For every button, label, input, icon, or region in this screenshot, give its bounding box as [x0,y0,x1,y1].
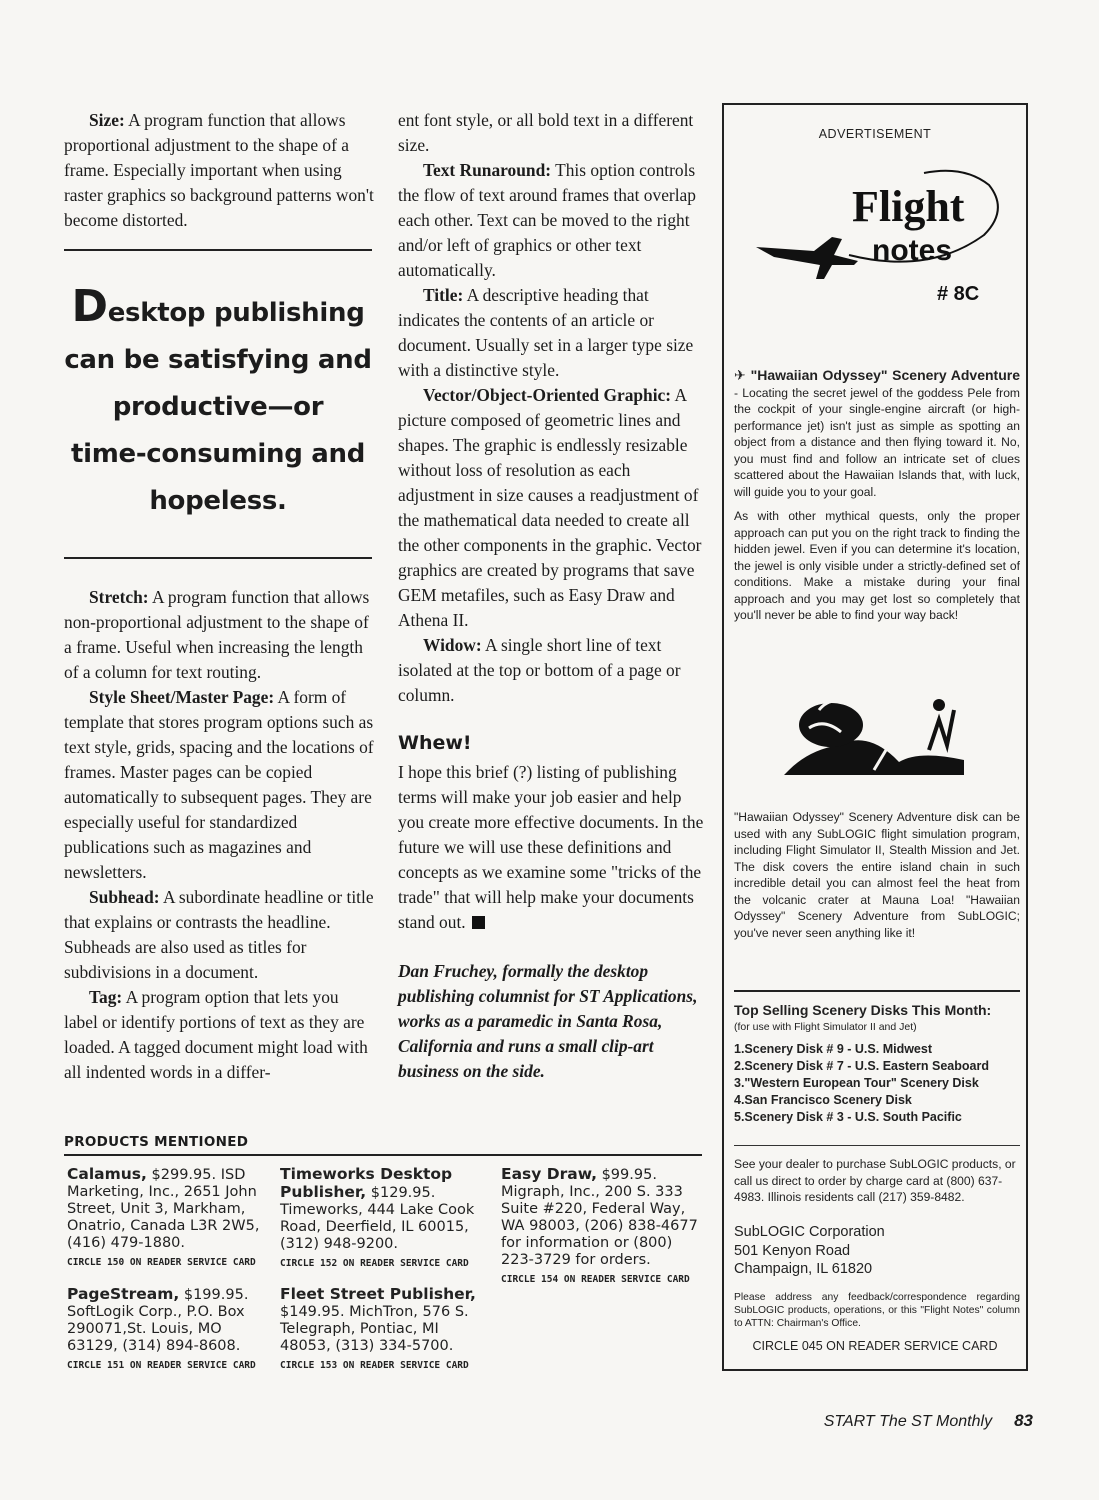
glossary-term: Subhead: [89,887,160,907]
island-illustration [779,690,969,780]
reader-service-circle: CIRCLE 151 ON READER SERVICE CARD [67,1360,256,1371]
ad-intro-text: - Locating the secret jewel of the goddess Pele from the cockpit of your single-engine aircraft (or high-performance jet) isn't just as simple as spotting an object from a distance and then flying toward it. No, you must find and follow an intricate set of clues scattered about the Hawaiian Islands that, with luck, will guide you to your goal. [734,385,1020,499]
top-selling-list [734,990,1020,1126]
glossary-entry-size [64,108,374,233]
glossary-term: Title: [423,285,464,305]
pull-quote-line: productive—or [112,392,324,422]
glossary-entry-widow [398,633,708,708]
end-mark-icon [472,916,485,929]
jet-icon [756,237,858,279]
glossary-definition: A program function that allows non-proportional adjustment to the shape of a frame. Useful when increasing the length of a column for text routing. [64,587,370,682]
glossary-term: Text Runaround: [423,160,552,180]
product-details: $199.95. SoftLogik Corp., P.O. Box 290071,St. Louis, MO 63129, (314) 894-8608. [67,1287,249,1354]
author-bio: Dan Fruchey, formally the desktop publishing columnist for ST Applications, works as a paramedic in Santa Rosa, California and runs a small clip-art business on the side. [398,961,698,1081]
ad-intro-paragraph [734,367,1020,500]
logo-word-notes: notes [872,234,953,267]
top-selling-item: 2.Scenery Disk # 7 - U.S. Eastern Seaboard [734,1059,989,1073]
ad-description: "Hawaiian Odyssey" Scenery Adventure disk can be used with any SubLOGIC flight simulation program, including Flight Simulator II, Stealth Mission and Jet. The disk covers the entire island chain in such incredible detail you can almost feel the heat from the volcanic crater at Mauna Loa! "Hawaiian Odyssey" Scenery Adventure from SubLOGIC; you've never seen anything like it! [734,810,1020,940]
product-pagestream [67,1286,272,1374]
pull-quote-line: esktop publishing [107,298,365,328]
product-details: $129.95. Timeworks, 444 Lake Cook Road, Deerfield, IL 60015, (312) 948-9200. [280,1185,475,1252]
product-calamus [67,1166,272,1271]
drop-letter: D [71,281,108,332]
glossary-definition: A form of template that stores program options such as text style, grids, spacing and the locations of frames. Master pages can be copied automatically to subsequent pages. They are especially useful for standardized publications such as magazines and newsletters. [64,687,374,882]
feedback-note: Please address any feedback/correspondence regarding SubLOGIC products, operations, or this "Flight Notes" column to ATTN: Chairman's Office. [734,1292,1020,1329]
product-easy-draw [501,1166,706,1288]
top-selling-subtitle: (for use with Flight Simulator II and Jet) [734,1021,917,1033]
products-mentioned [64,1134,702,1371]
glossary-term: Widow: [423,635,482,655]
product-name: Easy Draw, [501,1165,597,1183]
glossary-term: Tag: [89,987,123,1007]
magazine-name: START The ST Monthly [823,1413,993,1430]
company-street: 501 Kenyon Road [734,1242,851,1259]
ad-intro-title: "Hawaiian Odyssey" Scenery Adventure [750,367,1020,383]
page-footer [824,1411,1033,1431]
top-selling-title: Top Selling Scenery Disks This Month: [734,1002,992,1018]
product-details: $99.95. Migraph, Inc., 200 S. 333 Suite #220, Federal Way, WA 98003, (206) 838-4677 for information or (800) 223-3729 for orders. [501,1167,698,1268]
glossary-term: Stretch: [89,587,149,607]
reader-service-circle: CIRCLE 154 ON READER SERVICE CARD [501,1274,690,1285]
glossary-term: Style Sheet/Master Page: [89,687,275,707]
glossary-definition: A subordinate headline or title that explains or contrasts the headline. Subheads are also used as titles for subdivisions in a document. [64,887,374,982]
glossary-entry-style-sheet [64,685,374,885]
product-name: Calamus, [67,1165,147,1183]
ad-intro [734,367,1020,632]
products-title: PRODUCTS MENTIONED [64,1134,702,1156]
glossary-definition: A single short line of text isolated at the top or bottom of a page or column. [398,635,681,705]
top-selling-item: 5.Scenery Disk # 3 - U.S. South Pacific [734,1110,962,1124]
pull-quote-line: hopeless. [149,486,287,516]
glossary-entry-stretch [64,585,374,685]
glossary-definition: A program option that lets you label or identify portions of text as they are loaded. A tagged document might load with all indented words in a differ- [64,987,368,1082]
glossary-term: Vector/Object-Oriented Graphic: [423,385,672,405]
reader-service-circle: CIRCLE 153 ON READER SERVICE CARD [280,1360,469,1371]
product-name: PageStream, [67,1285,180,1303]
company-city: Champaign, IL 61820 [734,1261,873,1277]
section-heading: Whew! [398,732,472,754]
closing-paragraph [398,760,708,935]
glossary-entry-text-runaround [398,158,708,283]
ad-reader-service-circle: CIRCLE 045 ON READER SERVICE CARD [752,1339,998,1353]
pull-quote-line: time-consuming and [70,439,366,469]
advertisement-box [722,103,1028,1371]
logo-word-flight: Flight [852,182,965,231]
pull-quote [64,249,372,559]
pull-quote-text [64,283,371,525]
issue-number: # 8C [937,283,980,305]
company-name: SubLOGIC Corporation [734,1224,885,1240]
glossary-definition: A picture composed of geometric lines and shapes. The graphic is endlessly resizable without loss of resolution as each adjustment in size causes a readjustment of the mathematical data needed to create all the other components in the graphic. Vector graphics are created by programs that save GEM metafiles, such as Easy Draw and Athena II. [398,385,702,630]
glossary-definition: This option controls the flow of text around frames that overlap each other. Text can be moved to the right and/or left of graphics or other text automatically. [398,160,696,280]
glossary-definition: A program function that allows proportional adjustment to the shape of a frame. Especially important when using raster graphics so background patterns won't become distorted. [64,110,374,230]
product-name: Fleet Street Publisher, [280,1285,476,1303]
closing-text: I hope this brief (?) listing of publishing terms will make your job easier and help you create more effective documents. In the future we will use these definitions and concepts as we examine some "tricks of the trade" that will help make your documents stand out. [398,762,704,932]
continuation-text: ent font style, or all bold text in a different size. [398,110,694,155]
glossary-definition: A descriptive heading that indicates the contents of an article or document. Usually set in a larger type size with a distinctive style. [398,285,694,380]
small-jet-icon: ✈ [734,367,747,383]
column-1-bottom [64,585,374,1085]
pull-quote-line: can be satisfying and [64,345,372,375]
product-details: $299.95. ISD Marketing, Inc., 2651 John Street, Unit 3, Markham, Onatrio, Canada L3R 2W5, (416) 479-1880. [67,1167,260,1251]
column-1-top [64,108,374,233]
top-selling-item: 3."Western European Tour" Scenery Disk [734,1076,979,1090]
top-selling-item: 4.San Francisco Scenery Disk [734,1093,912,1107]
ad-label: ADVERTISEMENT [818,127,932,141]
product-timeworks [280,1166,485,1272]
reader-service-circle: CIRCLE 152 ON READER SERVICE CARD [280,1258,469,1269]
flight-notes-logo [754,165,1004,310]
dealer-info: See your dealer to purchase SubLOGIC products, or call us direct to order by charge card at (800) 637-4983. Illinois residents call (217) 359-8482. [734,1145,1020,1206]
page-number: 83 [1014,1411,1033,1430]
glossary-entry-tag [64,985,374,1085]
glossary-entry-subhead [64,885,374,985]
top-selling-item: 1.Scenery Disk # 9 - U.S. Midwest [734,1042,932,1056]
company-address [734,1223,1020,1279]
product-name: Timeworks Desktop Publisher, [280,1165,453,1201]
glossary-term: Size: [89,110,125,130]
glossary-entry-vector-graphic [398,383,708,633]
ad-intro-paragraph-2: As with other mythical quests, only the proper approach can put you on the right track to finding the hidden jewel. Even if you can determine it's location, the jewel is only visible under a strictly-defined set of conditions. Make a mistake during your final approach and you may get lost so completely that you'll never be able to find your way back! [734,509,1020,622]
column-2 [398,108,708,1084]
reader-service-circle: CIRCLE 150 ON READER SERVICE CARD [67,1257,256,1268]
glossary-entry-title [398,283,708,383]
product-fleet-street [280,1286,485,1374]
product-details: $149.95. MichTron, 576 S. Telegraph, Pontiac, MI 48053, (313) 334-5700. [280,1304,469,1354]
